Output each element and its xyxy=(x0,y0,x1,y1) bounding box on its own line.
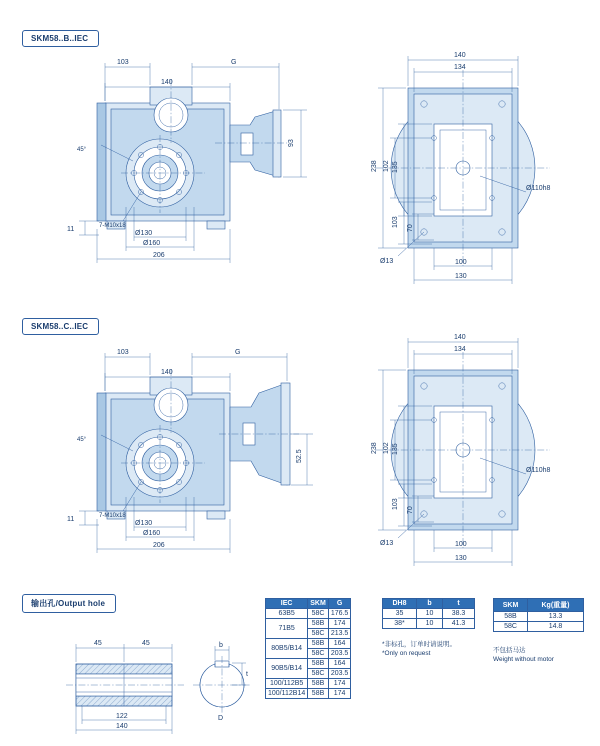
cell-kg: 13.3 xyxy=(528,612,584,622)
svg-text:130: 130 xyxy=(455,273,467,280)
svg-text:103: 103 xyxy=(117,59,129,66)
svg-text:140: 140 xyxy=(116,723,128,730)
table-row xyxy=(494,622,584,632)
svg-text:G: G xyxy=(231,59,237,66)
cell-iec: 80B5/B14 xyxy=(266,639,308,659)
svg-text:140: 140 xyxy=(161,79,173,86)
table-weight xyxy=(493,598,584,632)
cell-skm: 58B xyxy=(308,679,329,689)
weight-note-en: Weight without motor xyxy=(493,656,554,664)
table-header-row xyxy=(494,599,584,612)
svg-text:11: 11 xyxy=(67,226,75,233)
cell-iec: 100/112B14 xyxy=(266,689,308,699)
svg-text:103: 103 xyxy=(392,498,399,510)
cell-iec: 100/112B5 xyxy=(266,679,308,689)
svg-text:7-M10x18: 7-M10x18 xyxy=(99,513,126,519)
cell-g: 203.5 xyxy=(328,669,351,679)
table-iec-skm-g xyxy=(265,598,351,699)
bore-note-en: *Only on request xyxy=(382,650,431,658)
cell-iec: 71B5 xyxy=(266,619,308,639)
cell-g: 174 xyxy=(328,619,351,629)
cell-t: 41.3 xyxy=(443,619,475,629)
svg-text:45: 45 xyxy=(94,640,102,647)
svg-text:Ø130: Ø130 xyxy=(135,520,153,527)
cell-g: 164 xyxy=(328,639,351,649)
weight-note xyxy=(493,646,593,665)
svg-text:140: 140 xyxy=(161,369,173,376)
svg-text:45: 45 xyxy=(142,640,150,647)
svg-text:b: b xyxy=(219,642,223,649)
cell-skm: 58C xyxy=(308,649,329,659)
svg-text:238: 238 xyxy=(371,442,378,454)
cell-g: 174 xyxy=(328,679,351,689)
drawing-output-hole xyxy=(60,636,260,736)
svg-text:t: t xyxy=(246,671,248,678)
th-kg: Kg(重量) xyxy=(528,599,584,612)
svg-text:70: 70 xyxy=(407,224,414,232)
table-row xyxy=(266,659,351,669)
cell-skm: 58B xyxy=(308,619,329,629)
table-row xyxy=(383,609,475,619)
cell-g: 213.5 xyxy=(328,629,351,639)
th-g: G xyxy=(328,599,351,609)
svg-text:70: 70 xyxy=(407,506,414,514)
svg-text:206: 206 xyxy=(153,252,165,259)
th-skm: SKM xyxy=(494,599,528,612)
svg-text:52.5: 52.5 xyxy=(296,449,303,463)
svg-text:122: 122 xyxy=(116,713,128,720)
th-skm: SKM xyxy=(308,599,329,609)
svg-text:Ø110h8: Ø110h8 xyxy=(526,467,551,474)
table-bore-dimensions xyxy=(382,598,475,629)
svg-text:45°: 45° xyxy=(77,147,87,153)
th-t: t xyxy=(443,599,475,609)
cell-skm: 58B xyxy=(308,659,329,669)
svg-text:103: 103 xyxy=(392,216,399,228)
th-d: DH8 xyxy=(383,599,417,609)
svg-text:93: 93 xyxy=(288,139,295,147)
svg-text:134: 134 xyxy=(454,346,466,353)
svg-text:Ø160: Ø160 xyxy=(143,530,161,537)
svg-text:Ø110h8: Ø110h8 xyxy=(526,185,551,192)
svg-text:Ø13: Ø13 xyxy=(380,540,394,547)
svg-text:45°: 45° xyxy=(77,437,87,443)
svg-text:102: 102 xyxy=(383,442,390,454)
table-row xyxy=(266,689,351,699)
table-row xyxy=(383,619,475,629)
svg-text:135: 135 xyxy=(392,443,399,455)
th-iec: IEC xyxy=(266,599,308,609)
cell-g: 174 xyxy=(328,689,351,699)
cell-skm: 58C xyxy=(494,622,528,632)
svg-text:130: 130 xyxy=(455,555,467,562)
cell-b: 10 xyxy=(417,619,443,629)
table-row xyxy=(266,619,351,629)
cell-g: 203.5 xyxy=(328,649,351,659)
svg-text:135: 135 xyxy=(392,161,399,173)
cell-g: 176.5 xyxy=(328,609,351,619)
weight-note-cn: 不包括马达 xyxy=(493,647,526,654)
cell-skm: 58B xyxy=(308,689,329,699)
svg-text:G: G xyxy=(235,349,241,356)
svg-text:100: 100 xyxy=(455,259,467,266)
cell-iec: 90B5/B14 xyxy=(266,659,308,679)
svg-text:D: D xyxy=(218,715,224,722)
cell-skm: 58B xyxy=(494,612,528,622)
drawing-skm58c-front-view xyxy=(368,330,583,575)
section-title-skm58b: SKM58..B..IEC xyxy=(22,30,99,47)
section-title-skm58c: SKM58..C..IEC xyxy=(22,318,99,335)
svg-text:238: 238 xyxy=(371,160,378,172)
table-row xyxy=(494,612,584,622)
svg-text:140: 140 xyxy=(454,52,466,59)
cell-b: 10 xyxy=(417,609,443,619)
svg-text:Ø130: Ø130 xyxy=(135,230,153,237)
svg-text:100: 100 xyxy=(455,541,467,548)
table-row xyxy=(266,639,351,649)
cell-skm: 58B xyxy=(308,639,329,649)
table-row xyxy=(266,679,351,689)
svg-text:140: 140 xyxy=(454,334,466,341)
drawing-skm58b-side-view xyxy=(55,55,345,290)
cell-d: 35 xyxy=(383,609,417,619)
drawing-skm58c-side-view xyxy=(55,345,345,575)
cell-t: 38.3 xyxy=(443,609,475,619)
bore-note-cn: *非标孔，订单时请说明。 xyxy=(382,641,457,648)
svg-text:206: 206 xyxy=(153,542,165,549)
section-title-output-hole: 输出孔/Output hole xyxy=(22,594,116,613)
th-b: b xyxy=(417,599,443,609)
cell-g: 164 xyxy=(328,659,351,669)
svg-text:Ø13: Ø13 xyxy=(380,258,394,265)
drawing-skm58b-front-view xyxy=(368,48,583,293)
cell-skm: 58C xyxy=(308,629,329,639)
svg-text:134: 134 xyxy=(454,64,466,71)
table-header-row xyxy=(383,599,475,609)
table-row xyxy=(266,609,351,619)
cell-kg: 14.8 xyxy=(528,622,584,632)
svg-text:103: 103 xyxy=(117,349,129,356)
bore-note xyxy=(382,640,487,659)
cell-skm: 58C xyxy=(308,669,329,679)
cell-skm: 58C xyxy=(308,609,329,619)
svg-text:102: 102 xyxy=(383,160,390,172)
cell-iec: 63B5 xyxy=(266,609,308,619)
svg-text:11: 11 xyxy=(67,516,75,523)
cell-d: 38* xyxy=(383,619,417,629)
table-header-row xyxy=(266,599,351,609)
svg-text:7-M10x18: 7-M10x18 xyxy=(99,223,126,229)
svg-text:Ø160: Ø160 xyxy=(143,240,161,247)
